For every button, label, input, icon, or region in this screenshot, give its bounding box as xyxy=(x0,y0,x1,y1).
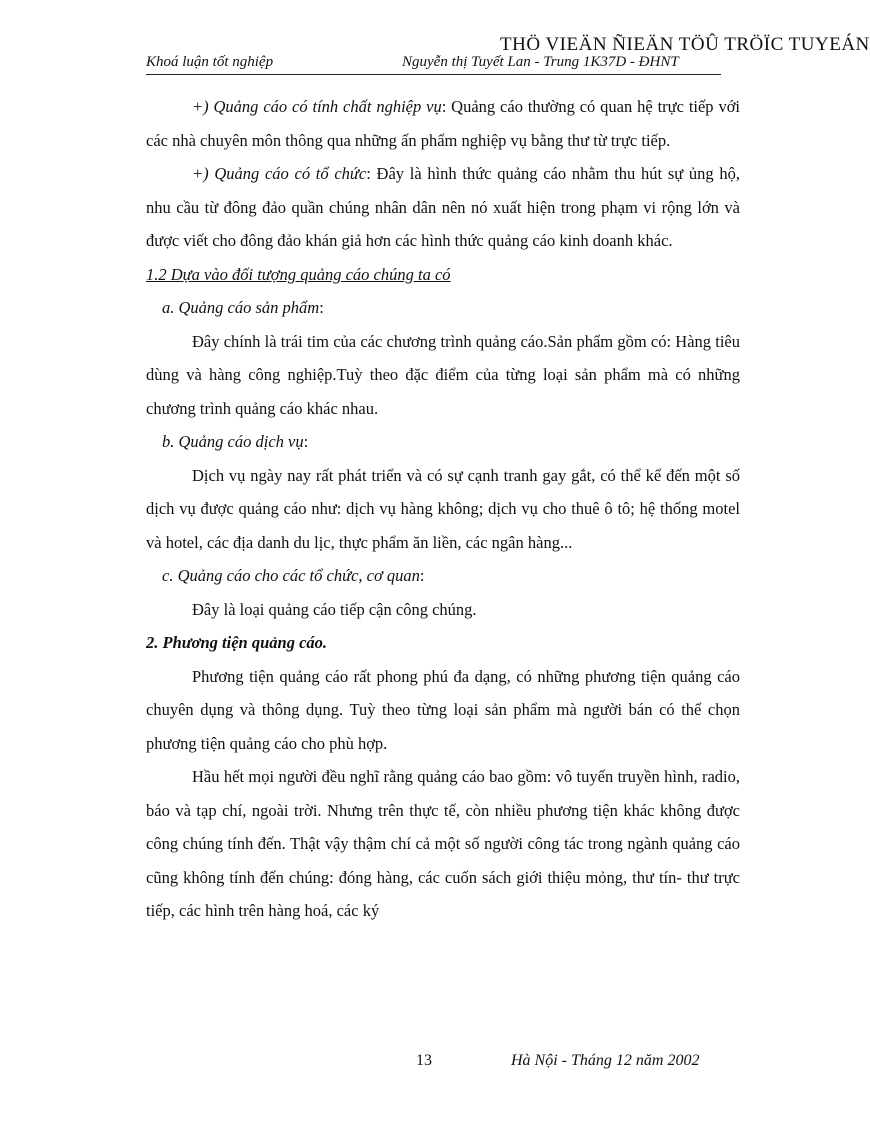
page-number: 13 xyxy=(416,1052,432,1069)
subheading-text: b. Quảng cáo dịch vụ xyxy=(162,432,304,451)
subheading-service-ads: b. Quảng cáo dịch vụ: xyxy=(162,432,309,451)
paragraph-text: : Quảng cáo thường có quan hệ trực tiếp với các nhà chuyên môn thông qua những ấn phẩm nghiệp vụ bằng thư từ trực tiếp. xyxy=(146,97,741,150)
section-heading-2: 2. Phương tiện quảng cáo. xyxy=(146,633,328,652)
term-professional-ads: +) Quảng cáo có tính chất nghiệp vụ xyxy=(192,97,442,116)
page-header xyxy=(146,52,721,75)
footer-date: Hà Nội - Tháng 12 năm 2002 xyxy=(511,1052,700,1069)
section-heading-1-2: 1.2 Dựa vào đối tượng quảng cáo chúng ta có xyxy=(146,264,451,284)
paragraph-professional-ads xyxy=(146,90,740,157)
paragraph-product-ads: Đây chính là trái tim của các chương trình quảng cáo.Sản phẩm gồm có: Hàng tiêu dùng và hàng công nghiệp.Tuỳ theo đặc điểm của từng loại sản phẩm mà có những chương trình quảng cáo khác nhau. xyxy=(146,331,740,418)
subheading-text: a. Quảng cáo sản phẩm xyxy=(162,298,320,317)
document-body xyxy=(146,90,740,928)
paragraph-org-ads: Đây là loại quảng cáo tiếp cận công chúng. xyxy=(192,599,477,619)
subheading-product-ads: a. Quảng cáo sản phẩm: xyxy=(162,298,324,317)
header-author: Nguyễn thị Tuyết Lan - Trung 1K37D - ĐHNT xyxy=(402,54,679,70)
paragraph-media-2: Hầu hết mọi người đều nghĩ rằng quảng cáo bao gồm: vô tuyến truyền hình, radio, báo và tạp chí, ngoài trời. Nhưng trên thực tế, còn nhiều phương tiện khác không được công chúng tính đến. Thật vậy thậm chí cả một số người công tác trong ngành quảng cáo cũng không tính đến chúng: đóng hàng, các cuốn sách giới thiệu mỏng, thư tín- thư trực tiếp, các hình trên hàng hoá, các ký xyxy=(146,767,740,920)
term-organizational-ads: +) Quảng cáo có tổ chức xyxy=(192,164,367,183)
paragraph-text: : Đây là hình thức quảng cáo nhằm thu hút sự ủng hộ, nhu cầu từ đông đảo quần chúng nhân dân nên nó xuất hiện trong phạm vi rộng lớn và được viết cho đông đảo khán giả hơn các hình thức quảng cáo kinh doanh khác. xyxy=(146,164,740,250)
paragraph-organizational-ads xyxy=(146,157,740,258)
header-thesis-label: Khoá luận tốt nghiệp xyxy=(146,54,274,70)
library-watermark: THÖ VIEÄN ÑIEÄN TÖÛ TRÖÏC TUYEÁN xyxy=(500,34,870,55)
subheading-org-ads: c. Quảng cáo cho các tổ chức, cơ quan: xyxy=(162,566,425,585)
subheading-text: c. Quảng cáo cho các tổ chức, cơ quan xyxy=(162,566,420,585)
paragraph-service-ads: Dịch vụ ngày nay rất phát triển và có sự cạnh tranh gay gắt, có thể kể đến một số dịch vụ được quảng cáo như: dịch vụ hàng không; dịch vụ cho thuê ô tô; hệ thống motel và hotel, các địa danh du lịc, thực phẩm ăn liền, các ngân hàng... xyxy=(146,465,740,552)
paragraph-media-1: Phương tiện quảng cáo rất phong phú đa dạng, có những phương tiện quảng cáo chuyên dụng và thông dụng. Tuỳ theo từng loại sản phẩm mà người bán có thể chọn phương tiện quảng cáo cho phù hợp. xyxy=(146,666,740,753)
